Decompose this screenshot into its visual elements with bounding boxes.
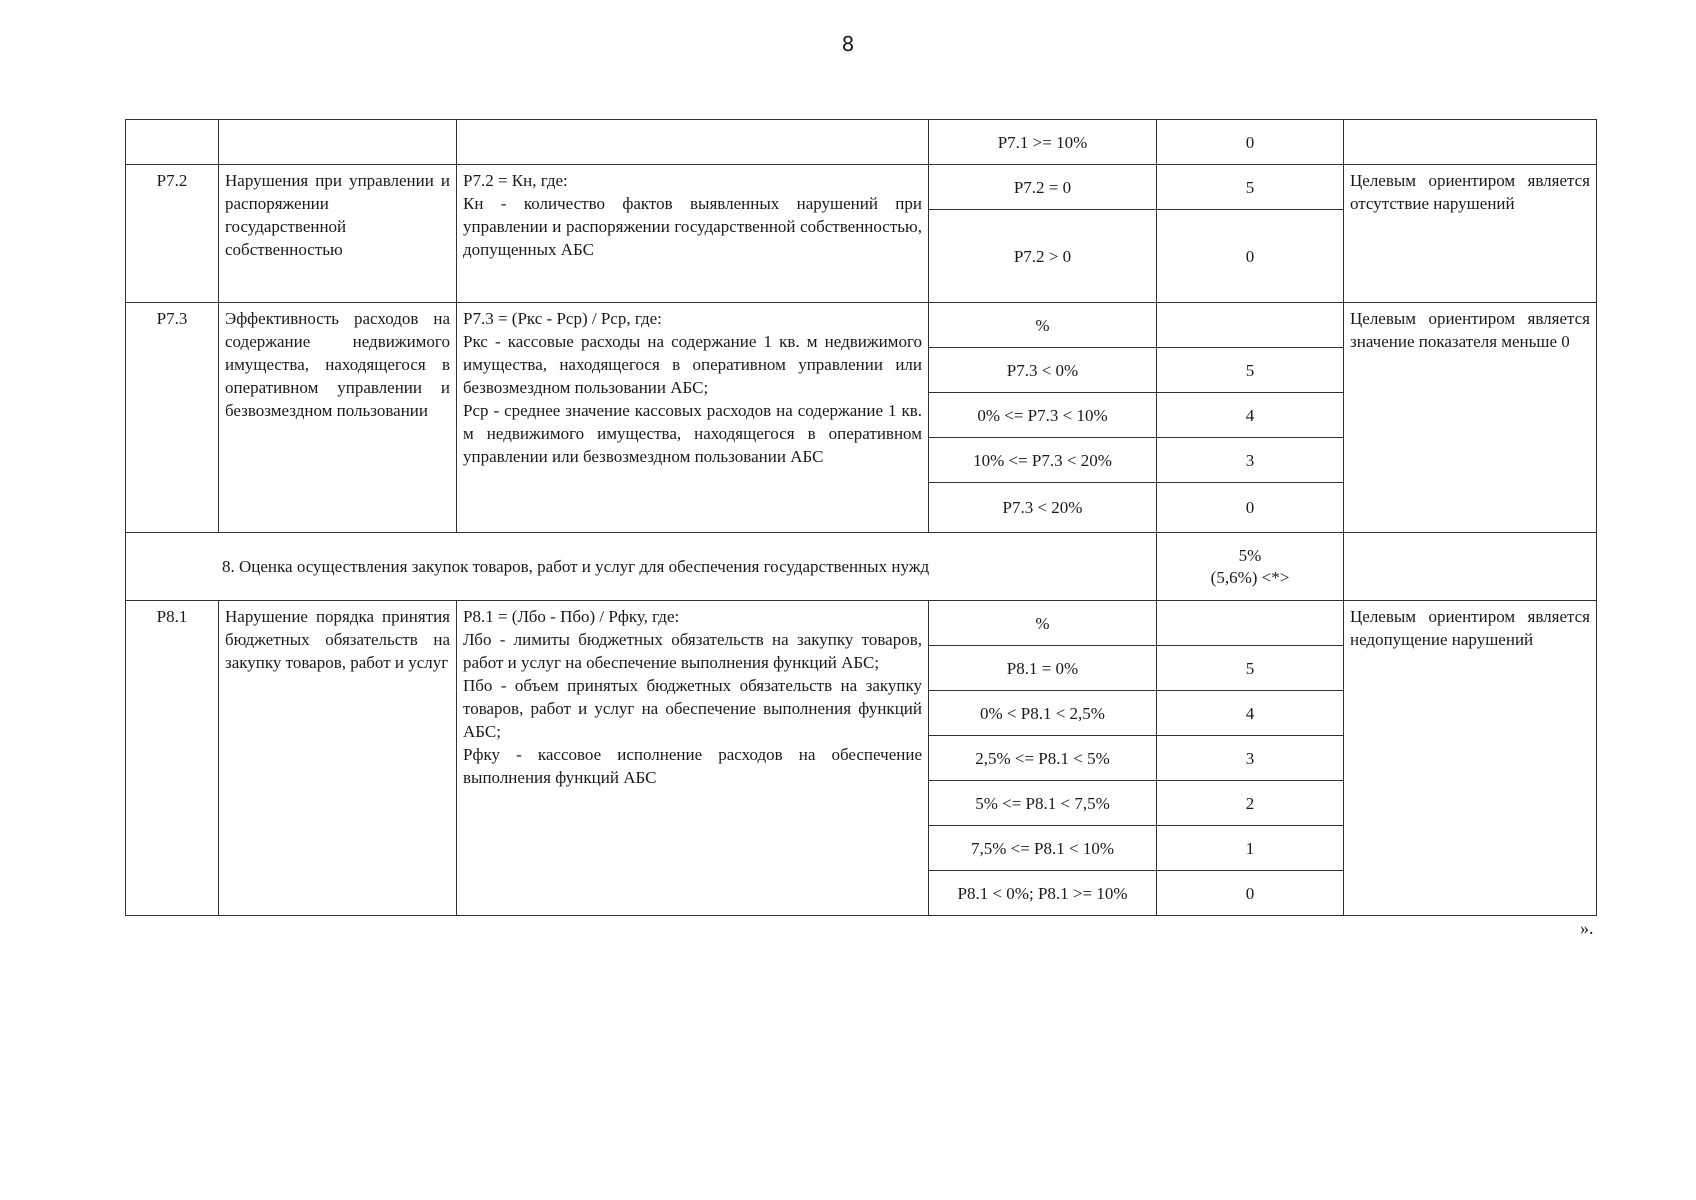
formula-line: Р7.3 = (Ркс - Рср) / Рср, где: (463, 309, 662, 328)
formula-definition: Рфку - кассовое исполнение расходов на обеспечение выполнения функций АБС (463, 745, 922, 787)
score-cell: 0 (1157, 210, 1344, 303)
range-cell: 2,5% <= Р8.1 < 5% (929, 736, 1157, 781)
criterion-formula (457, 165, 929, 303)
table-row (126, 165, 1597, 210)
score-cell: 0 (1157, 120, 1344, 165)
range-cell: Р8.1 < 0%; Р8.1 >= 10% (929, 871, 1157, 916)
formula-definition: Кн - количество фактов выявленных нарушений при управлении и распоряжении государственной собственностью, допущенных АБС (463, 194, 922, 259)
formula-line: Р7.2 = Кн, где: (463, 171, 568, 190)
score-cell: 5 (1157, 348, 1344, 393)
closing-quote: ». (1580, 918, 1594, 938)
section-row (126, 533, 1597, 601)
range-cell: Р7.3 < 0% (929, 348, 1157, 393)
table-row (126, 120, 1597, 165)
range-cell: 5% <= Р8.1 < 7,5% (929, 781, 1157, 826)
table-row (126, 601, 1597, 646)
range-cell: 7,5% <= Р8.1 < 10% (929, 826, 1157, 871)
criterion-name: Эффективность расходов на содержание недвижимого имущества, находящегося в оперативном управлении и безвозмездном пользовании (219, 303, 457, 533)
unit-header: % (929, 303, 1157, 348)
page-number: 8 (841, 32, 855, 56)
criterion-name: Нарушение порядка принятия бюджетных обязательств на закупку товаров, работ и услуг (219, 601, 457, 916)
criterion-code: Р7.3 (126, 303, 219, 533)
criterion-formula (457, 601, 929, 916)
range-cell: Р7.2 > 0 (929, 210, 1157, 303)
table-row (126, 303, 1597, 348)
range-cell: Р7.1 >= 10% (929, 120, 1157, 165)
criterion-name: Нарушения при управлении и распоряжении государственной собственностью (219, 165, 457, 303)
criterion-formula (457, 303, 929, 533)
criteria-table (125, 119, 1597, 916)
score-cell: 5 (1157, 165, 1344, 210)
formula-definition: Пбо - объем принятых бюджетных обязательств на закупку товаров, работ и услуг на обеспечение выполнения функций АБС; (463, 676, 922, 741)
criterion-code: Р8.1 (126, 601, 219, 916)
section-weight: 5% (5,6%) <*> (1157, 533, 1344, 601)
criterion-note: Целевым ориентиром является значение показателя меньше 0 (1344, 303, 1597, 533)
score-cell: 2 (1157, 781, 1344, 826)
score-cell: 1 (1157, 826, 1344, 871)
range-cell: 10% <= Р7.3 < 20% (929, 438, 1157, 483)
unit-header: % (929, 601, 1157, 646)
range-cell: Р7.3 < 20% (929, 483, 1157, 533)
score-cell: 4 (1157, 691, 1344, 736)
criterion-note: Целевым ориентиром является отсутствие нарушений (1344, 165, 1597, 303)
section-title: 8. Оценка осуществления закупок товаров, работ и услуг для обеспечения государственных нужд (126, 533, 1157, 601)
formula-definition: Лбо - лимиты бюджетных обязательств на закупку товаров, работ и услуг на обеспечение выполнения функций АБС; (463, 630, 922, 672)
range-cell: 0% < Р8.1 < 2,5% (929, 691, 1157, 736)
score-cell: 5 (1157, 646, 1344, 691)
score-cell: 0 (1157, 483, 1344, 533)
score-cell: 3 (1157, 736, 1344, 781)
formula-definition: Рср - среднее значение кассовых расходов на содержание 1 кв. м недвижимого имущества, находящегося в оперативном управлении или безвозмездном пользовании АБС (463, 401, 922, 466)
criterion-code: Р7.2 (126, 165, 219, 303)
score-cell: 3 (1157, 438, 1344, 483)
formula-line: Р8.1 = (Лбо - Пбо) / Рфку, где: (463, 607, 680, 626)
criterion-note: Целевым ориентиром является недопущение нарушений (1344, 601, 1597, 916)
score-cell: 4 (1157, 393, 1344, 438)
range-cell: Р7.2 = 0 (929, 165, 1157, 210)
range-cell: Р8.1 = 0% (929, 646, 1157, 691)
formula-definition: Ркс - кассовые расходы на содержание 1 кв. м недвижимого имущества, находящегося в оперативном управлении или безвозмездном пользовании АБС; (463, 332, 922, 397)
range-cell: 0% <= Р7.3 < 10% (929, 393, 1157, 438)
score-cell: 0 (1157, 871, 1344, 916)
